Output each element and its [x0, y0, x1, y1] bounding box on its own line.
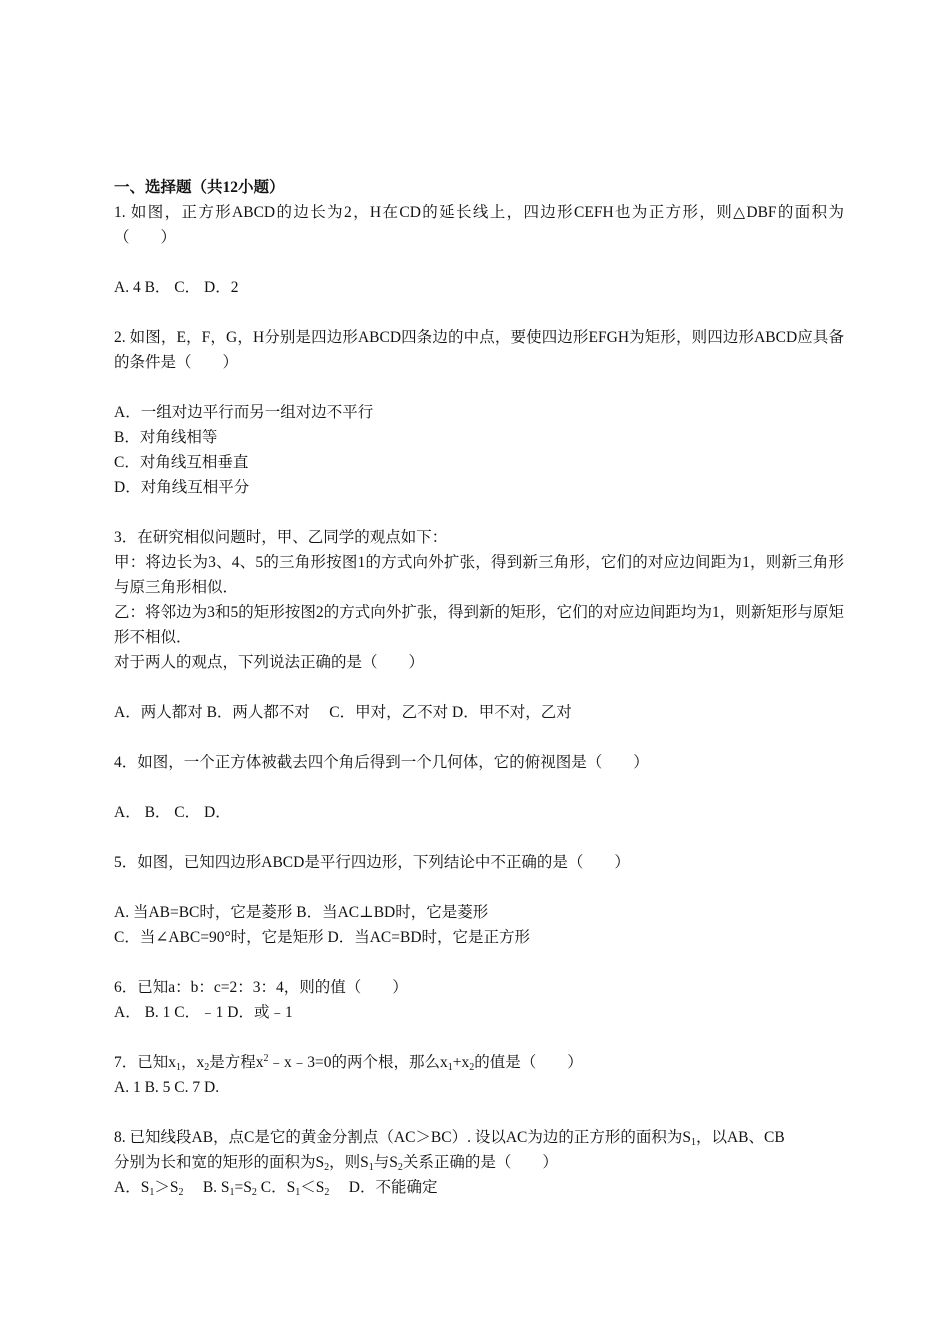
q8-text-1: 8. 已知线段AB，点C是它的黄金分割点（AC＞BC）. 设以AC为边的正方形的面积为S — [114, 1129, 691, 1146]
q7-text-5: +x — [452, 1054, 470, 1071]
q7-text-6: 的值是（ ） — [474, 1054, 583, 1071]
q3-jia: 甲：将边长为3、4、5的三角形按图1的方式向外扩张，得到新三角形，它们的对应边间距为1，则新三角形与原三角形相似． — [114, 554, 844, 596]
q4-stem: 4．如图，一个正方体被截去四个角后得到一个几何体，它的俯视图是（ ） — [114, 754, 649, 771]
q8-opt-text-2: ＞S — [154, 1179, 179, 1196]
q7-sub-3: 1 — [447, 1062, 453, 1073]
q8-opt-sub-6: 2 — [324, 1187, 330, 1198]
q8-stem-line2 — [114, 1150, 844, 1175]
q8-text-3: 分别为长和宽的矩形的面积为S — [114, 1154, 325, 1171]
q8-text-6: 关系正确的是（ ） — [402, 1154, 558, 1171]
q7-sub-2: 2 — [204, 1062, 210, 1073]
q8-text-5: 与S — [373, 1154, 398, 1171]
q7-sub-4: 2 — [469, 1062, 475, 1073]
q8-opt-text-3: B. S — [183, 1179, 230, 1196]
q8-text-2: ，以AB、CB — [695, 1129, 785, 1146]
q2-option-d: D．对角线互相平分 — [114, 479, 250, 496]
q2-option-a: A．一组对边平行而另一组对边不平行 — [114, 404, 374, 421]
q7-text-4: ﹣x﹣3=0的两个根，那么x — [268, 1054, 448, 1071]
q8-opt-text-5: C．S — [256, 1179, 296, 1196]
q8-stem-line1 — [114, 1125, 844, 1150]
q8-opt-text-7: D．不能确定 — [329, 1179, 438, 1196]
q3-options: A．两人都对 B．两人都不对 C．甲对，乙不对 D．甲不对，乙对 — [114, 704, 572, 721]
q2-option-c: C．对角线互相垂直 — [114, 454, 249, 471]
q7-options: A. 1 B. 5 C. 7 D. — [114, 1079, 220, 1096]
q4-options: A． B． C． D． — [114, 804, 231, 821]
q8-opt-sub-2: 2 — [178, 1187, 184, 1198]
q7-text-2: ，x — [181, 1054, 205, 1071]
q7-sub-1: 1 — [176, 1062, 182, 1073]
q6-options: A． B. 1 C．﹣1 D．或﹣1 — [114, 1004, 293, 1021]
q7-stem — [114, 1050, 844, 1075]
q2-stem: 2. 如图，E，F，G，H分别是四边形ABCD四条边的中点，要使四边形EFGH为矩形，则四边形ABCD应具备的条件是（ ） — [114, 329, 844, 371]
q8-opt-sub-5: 1 — [295, 1187, 301, 1198]
q1-options: A. 4 B． C． D．2 — [114, 279, 239, 296]
q2-option-b: B．对角线相等 — [114, 429, 218, 446]
q8-sub-1: 1 — [690, 1137, 696, 1148]
section-title: 一、选择题（共12小题） — [114, 179, 285, 196]
q8-opt-sub-4: 2 — [251, 1187, 257, 1198]
q1-stem: 1. 如图，正方形ABCD的边长为2，H在CD的延长线上，四边形CEFH也为正方形，则△DBF的面积为（ ） — [114, 204, 844, 246]
q8-options — [114, 1175, 844, 1200]
q3-stem: 3．在研究相似问题时，甲、乙同学的观点如下： — [114, 529, 448, 546]
q8-opt-sub-3: 1 — [229, 1187, 235, 1198]
q3-ask: 对于两人的观点，下列说法正确的是（ ） — [114, 654, 425, 671]
q8-sub-3: 1 — [368, 1162, 374, 1173]
q7-text-3: 是方程x — [209, 1054, 264, 1071]
q7-sup: 2 — [263, 1053, 269, 1064]
q5-options-line2: C．当∠ABC=90°时，它是矩形 D．当AC=BD时，它是正方形 — [114, 929, 531, 946]
q8-text-4: ，则S — [329, 1154, 369, 1171]
q6-stem: 6．已知a：b：c=2：3：4，则的值（ ） — [114, 979, 408, 996]
q8-sub-4: 2 — [397, 1162, 403, 1173]
q7-text-1: 7．已知x — [114, 1054, 177, 1071]
question-list — [114, 175, 844, 1200]
q3-yi: 乙：将邻边为3和5的矩形按图2的方式向外扩张，得到新的矩形，它们的对应边间距均为1，则新矩形与原矩形不相似． — [114, 604, 844, 646]
q8-opt-text-6: ＜S — [300, 1179, 325, 1196]
q5-options-line1: A. 当AB=BC时，它是菱形 B．当AC⊥BD时，它是菱形 — [114, 904, 489, 921]
q8-opt-sub-1: 1 — [149, 1187, 155, 1198]
q8-sub-2: 2 — [324, 1162, 330, 1173]
q8-opt-text-4: =S — [234, 1179, 252, 1196]
q8-opt-text-1: A．S — [114, 1179, 150, 1196]
q5-stem: 5．如图，已知四边形ABCD是平行四边形，下列结论中不正确的是（ ） — [114, 854, 630, 871]
